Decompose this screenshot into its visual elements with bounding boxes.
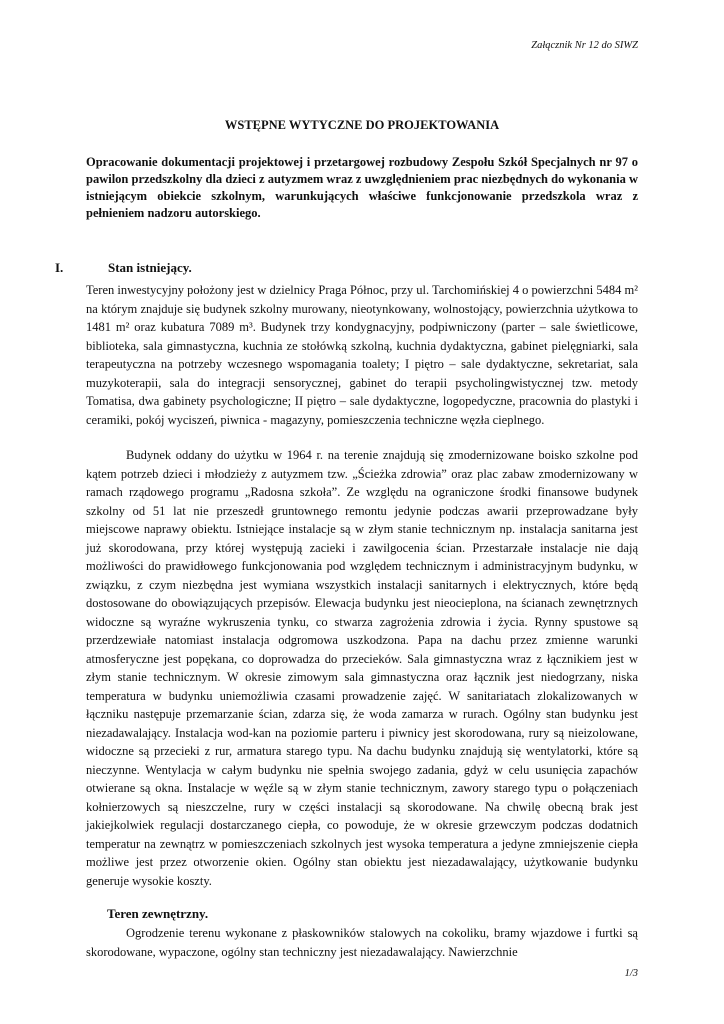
page-number: 1/3 <box>624 968 638 979</box>
section-title: Stan istniejący. <box>108 260 192 275</box>
document-subject: Opracowanie dokumentacji projektowej i przetargowej rozbudowy Zespołu Szkół Specjalnych nr 97 o pawilon przedszkolny dla dzieci z autyzmem wraz z uwzględnieniem prac niezbędnych do wykonania w istniejącym obiekcie szkolnym, warunkujących właściwe funkcjonowanie przedszkola wraz z pełnieniem nadzoru autorskiego. <box>86 155 638 220</box>
section-heading <box>55 260 192 276</box>
paragraph-site-description: Teren inwestycyjny położony jest w dzielnicy Praga Północ, przy ul. Tarchomińskiej 4 o powierzchni 5484 m² na którym znajduje się budynek szkolny murowany, nieotynkowany, wolnostojący, powierzchnia użytkowa to 1481 m² oraz kubatura 7089 m³. Budynek trzy kondygnacyjny, podpiwniczony (parter – sale świetlicowe, biblioteka, sala gimnastyczna, kuchnia ze stołówką szkolną, kuchnia dydaktyczna, gabinet pielęgniarki, sala terapeutyczna na potrzeby wczesnego wspomagania toalety; I piętro – sale dydaktyczne, sekretariat, sala muzykoterapii, sala do integracji sensorycznej, gabinet do terapii psycholingwistycznej tzw. metody Tomatisa, dwa gabinety psychologiczne; II piętro – sale dydaktyczne, logopedyczne, pracownia do plastyki i ceramiki, pokój wyciszeń, piwnica - magazyny, pomieszczenia techniczne węzła cieplnego. <box>86 283 638 427</box>
paragraph-building-condition: Budynek oddany do użytku w 1964 r. na terenie znajdują się zmodernizowane boisko szkolne pod kątem potrzeb dzieci i młodzieży z autyzmem tzw. „Ścieżka zdrowia” oraz plac zabaw zmodernizowany w ramach rządowego programu „Radosna szkoła”. Ze względu na ograniczone środki finansowe budynek szkolny od 51 lat nie przeszedł gruntownego remontu jedynie podczas awarii przeprowadzane były miejscowe naprawy obiektu. Istniejące instalacje są w złym stanie technicznym np. instalacja sanitarna jest już skorodowana, przy której występują zacieki i zawilgocenia ścian. Przestarzałe instalacje nie dają możliwości do prawidłowego funkcjonowania pod względem technicznym i administracyjnym budynku, w związku, z czym niezbędna jest wymiana wszystkich instalacji sanitarnych i elektrycznych, które będą dostosowane do obowiązujących przepisów. Elewacja budynku jest nieocieplona, na ścianach zewnętrznych widoczne są wyraźne wykruszenia tynku, co stwarza zagrożenia zdrowia i życia. Rynny spustowe są przerdzewiałe natomiast instalacja odgromowa uszkodzona. Papa na dachu przez zmienne warunki atmosferyczne jest popękana, co doprowadza do przecieków. Sala gimnastyczna wraz z łącznikiem jest w złym stanie technicznym. W okresie zimowym sala gimnastyczna oraz łącznik jest niedogrzany, niska temperatura w budynku uniemożliwia czasami prowadzenie zajęć. W sanitariatach zlokalizowanych w łączniku następuje przemarzanie ścian, zdarza się, że woda zamarza w rurach. Ogólny stan budynku jest niezadawalający. Instalacja wod-kan na poziomie parteru i piwnicy jest skorodowana, rury są nieizolowane, widoczne są przecieki z rur, armatura starego typu. Na dachu budynku znajdują się wentylatorki, które są nieczynne. Wentylacja w całym budynku nie spełnia swojego zadania, gdyż w celu usunięcia zapachów otwierane są okna. Instalacje w węźle są w złym stanie technicznym, zawory starego typu o połączeniach kołnierzowych są nieszczelne, rury w części instalacji są skorodowane. Na chwilę obecną brak jest jakiejkolwiek regulacji dostarczanego ciepła, co powoduje, że w okresie grzewczym podczas dodatnich temperatur na zewnątrz w pomieszczeniach szkolnych jest wysoka temperatura a jedyne zmniejszenie ciepła możliwe jest przez otworzenie okien. Ogólny stan obiektu jest niezadawalający, użytkowanie budynku generuje wysokie koszty. <box>86 448 638 888</box>
subsection-heading: Teren zewnętrzny. <box>107 906 209 921</box>
document-title: WSTĘPNE WYTYCZNE DO PROJEKTOWANIA <box>224 118 500 132</box>
attachment-note: Załącznik Nr 12 do SIWZ <box>531 40 638 51</box>
paragraph-exterior: Ogrodzenie terenu wykonane z płaskowników stalowych na cokoliku, bramy wjazdowe i furtki są skorodowane, wypaczone, ogólny stan techniczny jest niezadawalający. Nawierzchnie <box>86 926 638 959</box>
section-number: I. <box>55 260 64 275</box>
